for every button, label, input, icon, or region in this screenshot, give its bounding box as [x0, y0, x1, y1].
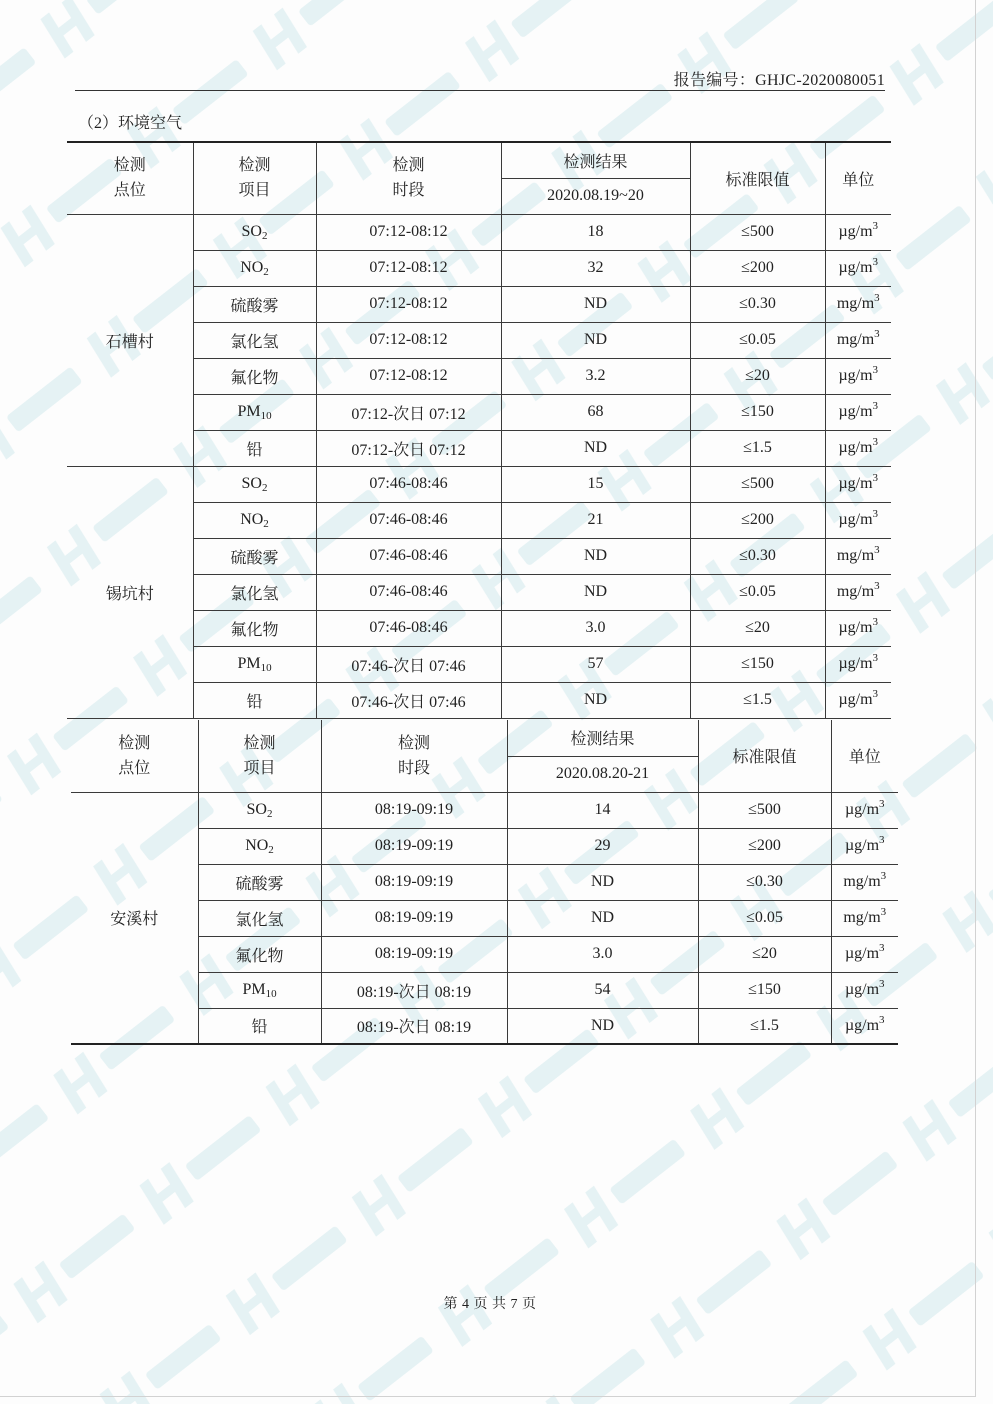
- column-header-site-line: 点位: [118, 759, 151, 777]
- unit-superscript: 3: [872, 652, 879, 664]
- limit-cell: ≤500: [690, 214, 825, 250]
- unit-text: mg/m: [843, 873, 881, 890]
- table-header: [67, 142, 891, 214]
- unit-cell: [831, 828, 898, 864]
- period-cell: 07:46-08:46: [316, 466, 501, 502]
- limit-cell: ≤20: [690, 358, 825, 394]
- period-cell: 07:46-次日 07:46: [316, 682, 501, 718]
- unit-text: mg/m: [843, 909, 881, 926]
- item-cell: [198, 792, 321, 828]
- period-cell: 08:19-09:19: [321, 900, 507, 936]
- item-cell: [193, 682, 316, 718]
- limit-cell: ≤500: [690, 466, 825, 502]
- item-text: 硫酸雾: [230, 297, 279, 315]
- result-cell: ND: [501, 430, 690, 466]
- section-title: （2）环境空气: [78, 115, 183, 132]
- column-header-period: [321, 720, 507, 792]
- period-cell: 08:19-09:19: [321, 864, 507, 900]
- result-cell: ND: [501, 322, 690, 358]
- unit-cell: [831, 936, 898, 972]
- unit-superscript: 3: [872, 472, 879, 484]
- unit-cell: [825, 394, 891, 430]
- unit-superscript: 3: [880, 906, 887, 918]
- item-subscript: 2: [266, 808, 273, 820]
- column-header-result-date: 2020.08.19~20: [501, 178, 690, 214]
- result-cell: ND: [501, 538, 690, 574]
- unit-cell: [825, 250, 891, 286]
- unit-text: µg/m: [838, 655, 873, 672]
- result-cell: ND: [501, 574, 690, 610]
- unit-text: µg/m: [844, 1016, 880, 1034]
- item-subscript: 2: [263, 518, 269, 530]
- item-cell: [193, 610, 316, 646]
- period-cell: 07:46-08:46: [316, 538, 501, 574]
- unit-cell: [825, 610, 891, 646]
- item-text: 氟化物: [235, 947, 284, 965]
- period-cell: 07:12-08:12: [316, 286, 501, 322]
- limit-cell: ≤1.5: [690, 430, 825, 466]
- unit-text: mg/m: [836, 547, 875, 564]
- item-subscript: 10: [260, 662, 272, 674]
- result-cell: 15: [501, 466, 690, 502]
- period-cell: 07:12-08:12: [316, 214, 501, 250]
- column-header-period-line: 时段: [392, 182, 425, 200]
- item-cell: [193, 466, 316, 502]
- unit-text: µg/m: [838, 691, 873, 708]
- result-cell: 14: [507, 792, 698, 828]
- item-text: 铅: [246, 693, 263, 711]
- unit-cell: [831, 900, 898, 936]
- item-cell: [198, 972, 321, 1008]
- item-text: 氯化氢: [230, 585, 279, 603]
- unit-text: µg/m: [844, 801, 880, 818]
- unit-superscript: 3: [879, 834, 885, 846]
- unit-cell: [831, 792, 898, 828]
- column-header-period: [316, 142, 501, 214]
- unit-superscript: 3: [880, 870, 887, 882]
- results-table: [71, 720, 898, 1045]
- result-cell: 32: [501, 250, 690, 286]
- site-cell: 安溪村: [71, 792, 198, 1044]
- item-subscript: 2: [261, 482, 268, 494]
- site-cell: 石槽村: [67, 214, 193, 466]
- item-text: NO: [240, 511, 264, 528]
- column-header-result-date: 2020.08.20-21: [507, 756, 698, 792]
- result-cell: 21: [501, 502, 690, 538]
- unit-cell: [831, 972, 898, 1008]
- column-header-site-line: 点位: [113, 182, 146, 200]
- unit-superscript: 3: [879, 798, 885, 810]
- page-number: 第 4 页 共 7 页: [443, 1297, 537, 1312]
- result-cell: 68: [501, 394, 690, 430]
- unit-text: µg/m: [838, 619, 873, 636]
- result-cell: 3.2: [501, 358, 690, 394]
- unit-superscript: 3: [874, 328, 880, 340]
- scan-edge: [0, 1396, 976, 1397]
- column-header-limit: 标准限值: [690, 142, 825, 214]
- result-cell: ND: [507, 1008, 698, 1044]
- item-cell: [193, 394, 316, 430]
- unit-superscript: 3: [874, 544, 880, 556]
- limit-cell: ≤0.05: [698, 900, 831, 936]
- column-header-result: 检测结果: [507, 720, 698, 756]
- result-cell: ND: [507, 900, 698, 936]
- column-header-item: [198, 720, 321, 792]
- column-header-item-line: 项目: [243, 759, 276, 777]
- item-text: SO: [246, 801, 267, 818]
- unit-cell: [825, 286, 891, 322]
- header-divider: [75, 90, 885, 91]
- item-cell: [193, 502, 316, 538]
- column-header-period-line: 检测: [397, 734, 430, 752]
- item-text: SO: [241, 475, 262, 492]
- item-cell: [198, 864, 321, 900]
- period-cell: 07:46-次日 07:46: [316, 646, 501, 682]
- result-cell: 29: [507, 828, 698, 864]
- limit-cell: ≤200: [690, 502, 825, 538]
- item-text: 氯化氢: [230, 333, 279, 351]
- item-text: 铅: [246, 441, 263, 459]
- item-text: PM: [242, 981, 266, 998]
- limit-cell: ≤500: [698, 792, 831, 828]
- unit-superscript: 3: [872, 436, 879, 448]
- limit-cell: ≤0.30: [690, 286, 825, 322]
- unit-cell: [825, 574, 891, 610]
- unit-cell: [825, 646, 891, 682]
- result-cell: ND: [501, 286, 690, 322]
- unit-text: µg/m: [838, 403, 873, 420]
- period-cell: 08:19-次日 08:19: [321, 1008, 507, 1044]
- period-cell: 08:19-次日 08:19: [321, 972, 507, 1008]
- item-cell: [193, 358, 316, 394]
- unit-cell: [831, 1008, 898, 1044]
- table-body: [71, 792, 898, 1044]
- table-header: [71, 720, 898, 792]
- result-cell: 57: [501, 646, 690, 682]
- column-header-result: 检测结果: [501, 142, 690, 178]
- column-header-limit: 标准限值: [698, 720, 831, 792]
- table-body: [67, 214, 891, 718]
- period-cell: 08:19-09:19: [321, 828, 507, 864]
- item-cell: [193, 286, 316, 322]
- unit-superscript: 3: [879, 1013, 885, 1026]
- unit-text: µg/m: [844, 837, 880, 854]
- unit-cell: [831, 864, 898, 900]
- unit-cell: [825, 358, 891, 394]
- item-subscript: 10: [265, 988, 277, 1000]
- item-cell: [198, 1008, 321, 1044]
- item-text: PM: [237, 655, 261, 672]
- item-cell: [193, 322, 316, 358]
- period-cell: 07:12-次日 07:12: [316, 430, 501, 466]
- item-cell: [198, 936, 321, 972]
- unit-text: µg/m: [838, 259, 873, 276]
- limit-cell: ≤0.30: [690, 538, 825, 574]
- unit-text: mg/m: [836, 295, 875, 312]
- unit-superscript: 3: [879, 978, 885, 990]
- header-row: [71, 720, 898, 756]
- result-cell: 3.0: [501, 610, 690, 646]
- limit-cell: ≤200: [690, 250, 825, 286]
- unit-superscript: 3: [872, 256, 879, 268]
- item-text: NO: [245, 837, 269, 854]
- item-text: 铅: [251, 1019, 268, 1037]
- unit-text: mg/m: [836, 331, 875, 348]
- limit-cell: ≤200: [698, 828, 831, 864]
- unit-superscript: 3: [872, 508, 879, 520]
- limit-cell: ≤20: [698, 936, 831, 972]
- item-cell: [193, 538, 316, 574]
- item-subscript: 2: [263, 266, 269, 278]
- unit-text: µg/m: [838, 511, 873, 528]
- unit-superscript: 3: [872, 364, 879, 376]
- results-table: [67, 141, 891, 719]
- period-cell: 07:12-次日 07:12: [316, 394, 501, 430]
- unit-text: µg/m: [838, 367, 873, 384]
- unit-cell: [825, 322, 891, 358]
- item-cell: [198, 828, 321, 864]
- limit-cell: ≤0.05: [690, 322, 825, 358]
- item-cell: [198, 900, 321, 936]
- result-cell: 54: [507, 972, 698, 1008]
- column-header-period-line: 检测: [392, 157, 425, 175]
- period-cell: 08:19-09:19: [321, 936, 507, 972]
- header-row: [67, 142, 891, 178]
- limit-cell: ≤20: [690, 610, 825, 646]
- column-header-unit: 单位: [825, 142, 891, 214]
- item-text: 氟化物: [230, 369, 279, 387]
- table-row: [67, 466, 891, 502]
- item-subscript: 2: [261, 230, 268, 242]
- unit-superscript: 3: [874, 580, 880, 592]
- unit-cell: [825, 466, 891, 502]
- column-header-item: [193, 142, 316, 214]
- item-cell: [193, 646, 316, 682]
- period-cell: 08:19-09:19: [321, 792, 507, 828]
- item-cell: [193, 430, 316, 466]
- item-text: 硫酸雾: [235, 875, 284, 893]
- result-cell: 18: [501, 214, 690, 250]
- limit-cell: ≤1.5: [698, 1008, 831, 1044]
- unit-superscript: 3: [879, 942, 885, 954]
- column-header-site-line: 检测: [118, 734, 151, 752]
- column-header-item-line: 检测: [238, 157, 271, 175]
- period-cell: 07:12-08:12: [316, 358, 501, 394]
- item-text: 氯化氢: [235, 911, 284, 929]
- unit-text: mg/m: [836, 583, 875, 600]
- result-cell: 3.0: [507, 936, 698, 972]
- item-cell: [193, 214, 316, 250]
- period-cell: 07:46-08:46: [316, 610, 501, 646]
- scan-edge: [975, 0, 976, 1396]
- item-text: NO: [240, 259, 264, 276]
- item-subscript: 10: [260, 410, 272, 422]
- report-number: [674, 67, 885, 90]
- unit-text: µg/m: [844, 981, 880, 998]
- limit-cell: ≤0.30: [698, 864, 831, 900]
- item-cell: [193, 574, 316, 610]
- unit-cell: [825, 214, 891, 250]
- column-header-site-line: 检测: [113, 157, 146, 175]
- period-cell: 07:46-08:46: [316, 502, 501, 538]
- item-text: SO: [241, 223, 262, 240]
- result-cell: ND: [507, 864, 698, 900]
- report-number-value: GHJC-2020080051: [755, 72, 885, 89]
- report-number-label: 报告编号：: [673, 72, 756, 89]
- unit-superscript: 3: [872, 616, 879, 628]
- column-header-period-line: 时段: [397, 759, 430, 777]
- unit-text: µg/m: [838, 475, 873, 492]
- unit-text: µg/m: [838, 439, 873, 456]
- item-text: PM: [237, 403, 261, 420]
- limit-cell: ≤0.05: [690, 574, 825, 610]
- unit-text: µg/m: [844, 945, 880, 962]
- column-header-item-line: 项目: [238, 182, 271, 200]
- site-cell: 锡坑村: [67, 466, 193, 718]
- table-row: [71, 792, 898, 828]
- item-text: 硫酸雾: [230, 549, 279, 567]
- limit-cell: ≤1.5: [690, 682, 825, 718]
- period-cell: 07:12-08:12: [316, 250, 501, 286]
- unit-cell: [825, 538, 891, 574]
- period-cell: 07:46-08:46: [316, 574, 501, 610]
- column-header-site: [67, 142, 193, 214]
- unit-cell: [825, 502, 891, 538]
- table-row: [67, 214, 891, 250]
- unit-superscript: 3: [874, 292, 880, 304]
- unit-text: µg/m: [838, 223, 873, 240]
- unit-superscript: 3: [872, 688, 879, 700]
- limit-cell: ≤150: [690, 646, 825, 682]
- period-cell: 07:12-08:12: [316, 322, 501, 358]
- item-subscript: 2: [268, 844, 274, 856]
- unit-cell: [825, 430, 891, 466]
- column-header-item-line: 检测: [243, 734, 276, 752]
- item-cell: [193, 250, 316, 286]
- unit-superscript: 3: [872, 220, 879, 232]
- unit-superscript: 3: [872, 400, 879, 412]
- unit-cell: [825, 682, 891, 718]
- limit-cell: ≤150: [690, 394, 825, 430]
- limit-cell: ≤150: [698, 972, 831, 1008]
- result-cell: ND: [501, 682, 690, 718]
- item-text: 氟化物: [230, 621, 279, 639]
- column-header-site: [71, 720, 198, 792]
- column-header-unit: 单位: [831, 720, 898, 792]
